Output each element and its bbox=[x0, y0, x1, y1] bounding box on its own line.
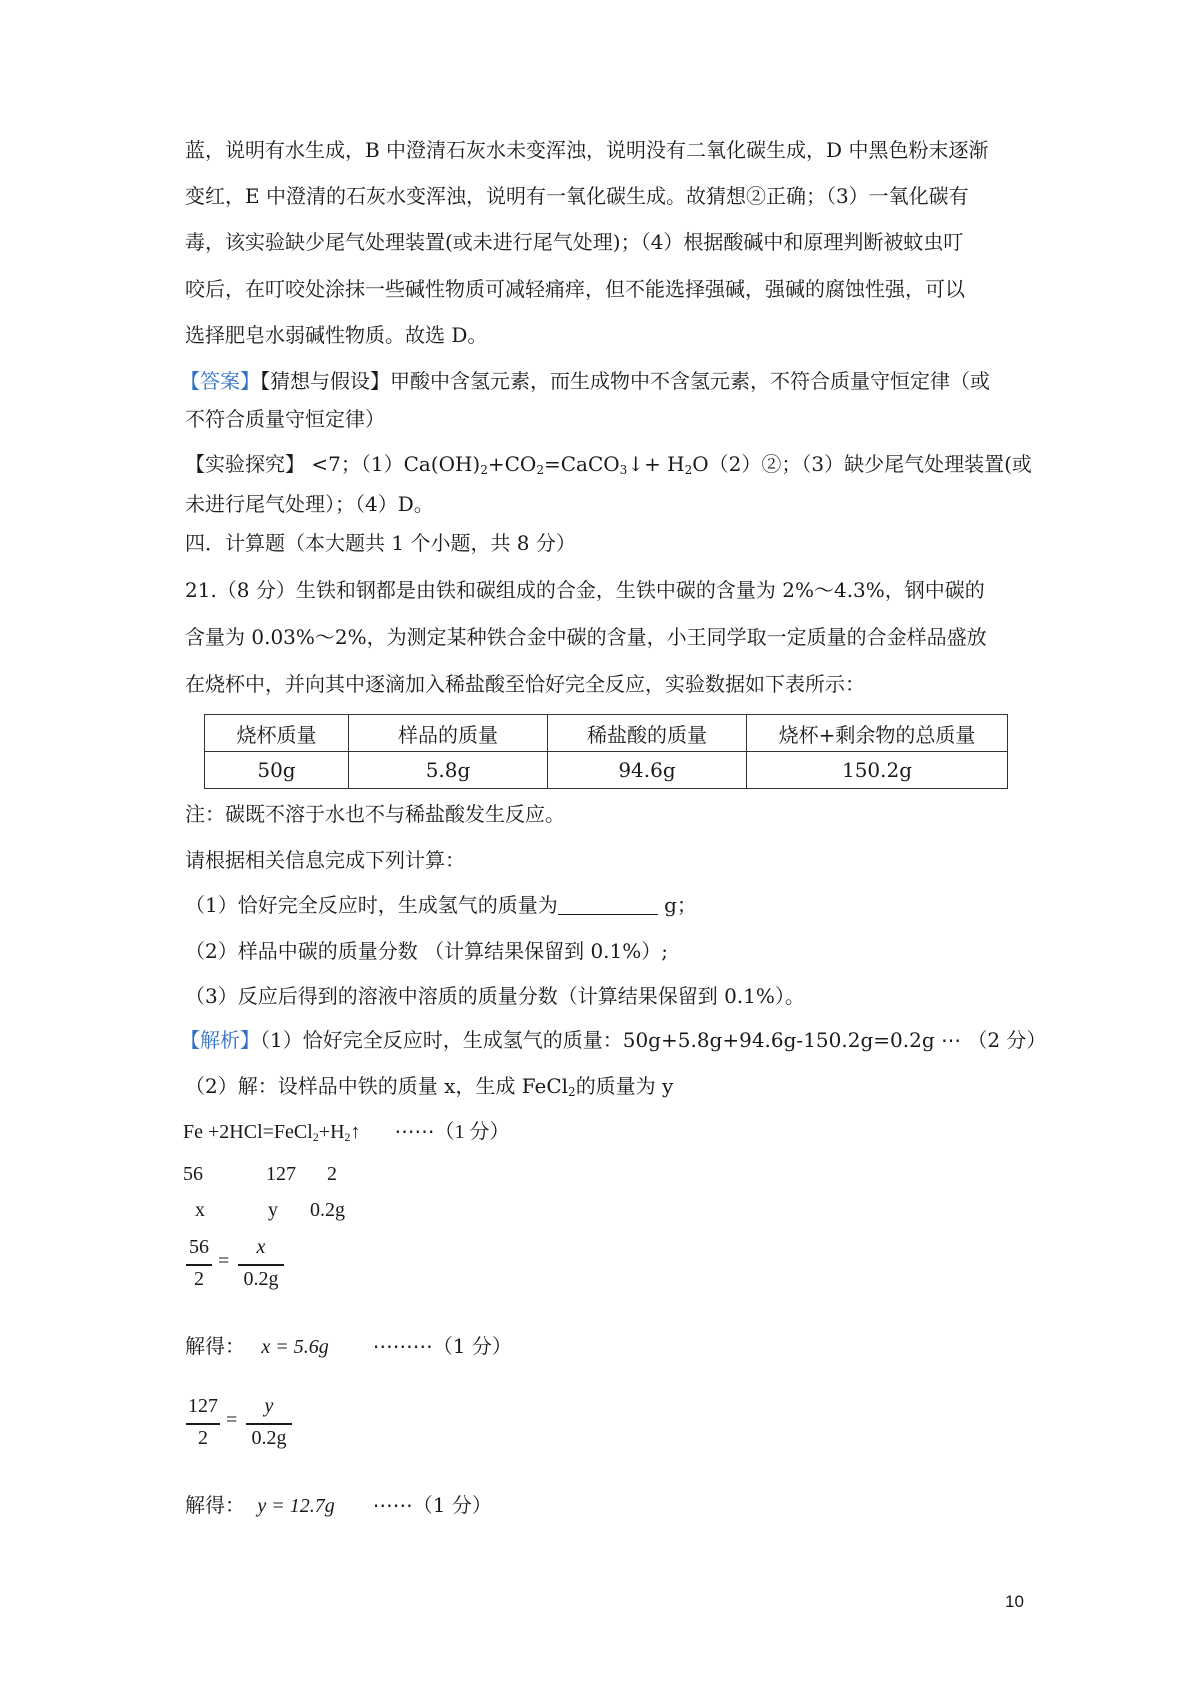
analysis-tag: 【解析】 bbox=[180, 1028, 260, 1052]
table-header-cell: 稀盐酸的质量 bbox=[548, 715, 747, 752]
sub-question-2: （2）样品中碳的质量分数 （计算结果保留到 0.1%）; bbox=[185, 939, 668, 963]
data-table bbox=[204, 714, 1008, 789]
text-line: 咬后，在叮咬处涂抹一些碱性物质可减轻痛痒，但不能选择强碱，强碱的腐蚀性强，可以 bbox=[185, 277, 965, 301]
chemical-equation: $Fe +2HCl=FeCl_2+H_2↑$ ⋯⋯（1 分） bbox=[183, 1121, 510, 1144]
solve-line: 解得： y = 12.7g ⋯⋯（1 分） bbox=[185, 1493, 492, 1517]
variable: x bbox=[195, 1199, 205, 1221]
text-line: 变红，E 中澄清的石灰水变浑浊，说明有一氧化碳生成。故猜想②正确；（3）一氧化碳有 bbox=[185, 184, 969, 208]
answer-line: 不符合质量守恒定律） bbox=[185, 407, 385, 431]
answer-line: 【实验探究】 <7；$(1)Ca(OH)_2+CO_2=CaCO_3↓+$ $H_2O(2)②$；（3）缺少尾气处理装置(或 bbox=[185, 452, 1032, 477]
variable: 0.2g bbox=[310, 1199, 345, 1221]
answer-line: 【答案】【猜想与假设】甲酸中含氢元素，而生成物中不含氢元素，不符合质量守恒定律（或 bbox=[180, 369, 990, 393]
analysis-line: 【解析】（1）恰好完全反应时，生成氢气的质量：50g+5.8g+94.6g-150.2g=0.2g ⋯ （2 分） bbox=[180, 1028, 1047, 1052]
question-line: 21.（8 分）生铁和钢都是由铁和碳组成的合金，生铁中碳的含量为 2%～4.3%，钢中碳的 bbox=[185, 578, 985, 602]
answer-line: 未进行尾气处理）；（4）D。 bbox=[185, 492, 434, 516]
sub-question-1: （1）恰好完全反应时，生成氢气的质量为 g； bbox=[185, 893, 697, 917]
text-line: 选择肥皂水弱碱性物质。故选 D。 bbox=[185, 323, 488, 347]
page-number: 10 bbox=[1005, 1592, 1024, 1611]
document-page: 蓝，说明有水生成，B 中澄清石灰水未变浑浊，说明没有二氧化碳生成，D 中黑色粉末逐渐 变红，E 中澄清的石灰水变浑浊，说明有一氧化碳生成。故猜想②正确；（3）一氧化碳有 毒，该实验缺少尾气处理装置(或未进行尾气处理)；（4）根据酸碱中和原理判断被蚊虫叮 咬后，在叮咬处涂抹一些碱性物质可减轻痛痒，但不能选择强碱，强碱的腐蚀性强，可以 选择肥皂水弱碱性物质。故选 D。 【答案】【猜想与假设】甲酸中含氢元素，而生成物中不含氢元素，不符合质量守恒定律（或 不符合质量守恒定律） 【实验探究】 <7；$(1)Ca(OH)_2+CO_2=CaCO_3↓+$ $H_2O(2)②$；（3）缺少尾气处理装置(或 未进行尾气处理）；（4）D。 四．计算题（本大题共 1 个小题，共 8 分） 21.（8 分）生铁和钢都是由铁和碳组成的合金，生铁中碳的含量为 2%～4.3%，钢中碳的 含量为 0.03%～2%，为测定某种铁合金中碳的含量，小王同学取一定质量的合金样品盛放 在烧杯中，并向其中逐滴加入稀盐酸至恰好完全反应，实验数据如下表所示： 烧杯质量 样品的质量 稀盐酸的质量 烧杯+剩余物的总质量 50g 5.8g 94.6g 150.2g 注：碳既不溶于水也不与稀盐酸发生反应。 请根据相关信息完成下列计算： （1）恰好完全反应时，生成氢气的质量为 g； （2）样品中碳的质量分数 （计算结果保留到 0.1%）; （3）反应后得到的溶液中溶质的质量分数（计算结果保留到 0.1%）。 【解析】（1）恰好完全反应时，生成氢气的质量：50g+5.8g+94.6g-150.2g=0.2g ⋯ （2 分） （2）解：设样品中铁的质量 x，生成 FeCl$_2$的质量为 y $Fe +2HCl=FeCl_2+H_2↑$ ⋯⋯（1 分） 56 127 2 x y 0.2g 56 2 = x 0.2g 解得： x = 5.6g ⋯⋯⋯（1 分） 127 2 = y 0.2g 解得： y = 12.7g ⋯⋯（1 分） 10 bbox=[180, 138, 1047, 1611]
table-cell: 5.8g bbox=[349, 752, 548, 789]
table-header-cell: 样品的质量 bbox=[349, 715, 548, 752]
solve-line: 解得： x = 5.6g ⋯⋯⋯（1 分） bbox=[185, 1334, 512, 1358]
table-cell: 150.2g bbox=[747, 752, 1008, 789]
answer-blank bbox=[558, 894, 658, 915]
coefficient: 2 bbox=[327, 1163, 337, 1185]
sub-question-3: （3）反应后得到的溶液中溶质的质量分数（计算结果保留到 0.1%）。 bbox=[185, 984, 805, 1008]
table-header-cell: 烧杯质量 bbox=[205, 715, 349, 752]
text-line: 毒，该实验缺少尾气处理装置(或未进行尾气处理)；（4）根据酸碱中和原理判断被蚊虫叮 bbox=[185, 230, 964, 254]
variable: y bbox=[268, 1199, 278, 1221]
table-cell: 94.6g bbox=[548, 752, 747, 789]
coefficient: 56 bbox=[183, 1163, 203, 1185]
text-line: 蓝，说明有水生成，B 中澄清石灰水未变浑浊，说明没有二氧化碳生成，D 中黑色粉末逐渐 bbox=[185, 138, 989, 162]
coefficient: 127 bbox=[266, 1163, 296, 1185]
analysis-line: （2）解：设样品中铁的质量 x，生成 FeCl$_2$的质量为 y bbox=[185, 1074, 674, 1099]
question-line: 在烧杯中，并向其中逐滴加入稀盐酸至恰好完全反应，实验数据如下表所示： bbox=[185, 672, 865, 696]
note-line: 注：碳既不溶于水也不与稀盐酸发生反应。 bbox=[185, 802, 565, 826]
answer-tag: 【答案】 bbox=[180, 369, 260, 393]
question-line: 含量为 0.03%～2%，为测定某种铁合金中碳的含量，小王同学取一定质量的合金样品盛放 bbox=[185, 625, 987, 649]
instruction-line: 请根据相关信息完成下列计算： bbox=[185, 848, 465, 872]
table-cell: 50g bbox=[205, 752, 349, 789]
table-header-row bbox=[205, 715, 1008, 752]
table-header-cell: 烧杯+剩余物的总质量 bbox=[747, 715, 1008, 752]
table-row bbox=[205, 752, 1008, 789]
section-heading: 四．计算题（本大题共 1 个小题，共 8 分） bbox=[185, 531, 576, 555]
